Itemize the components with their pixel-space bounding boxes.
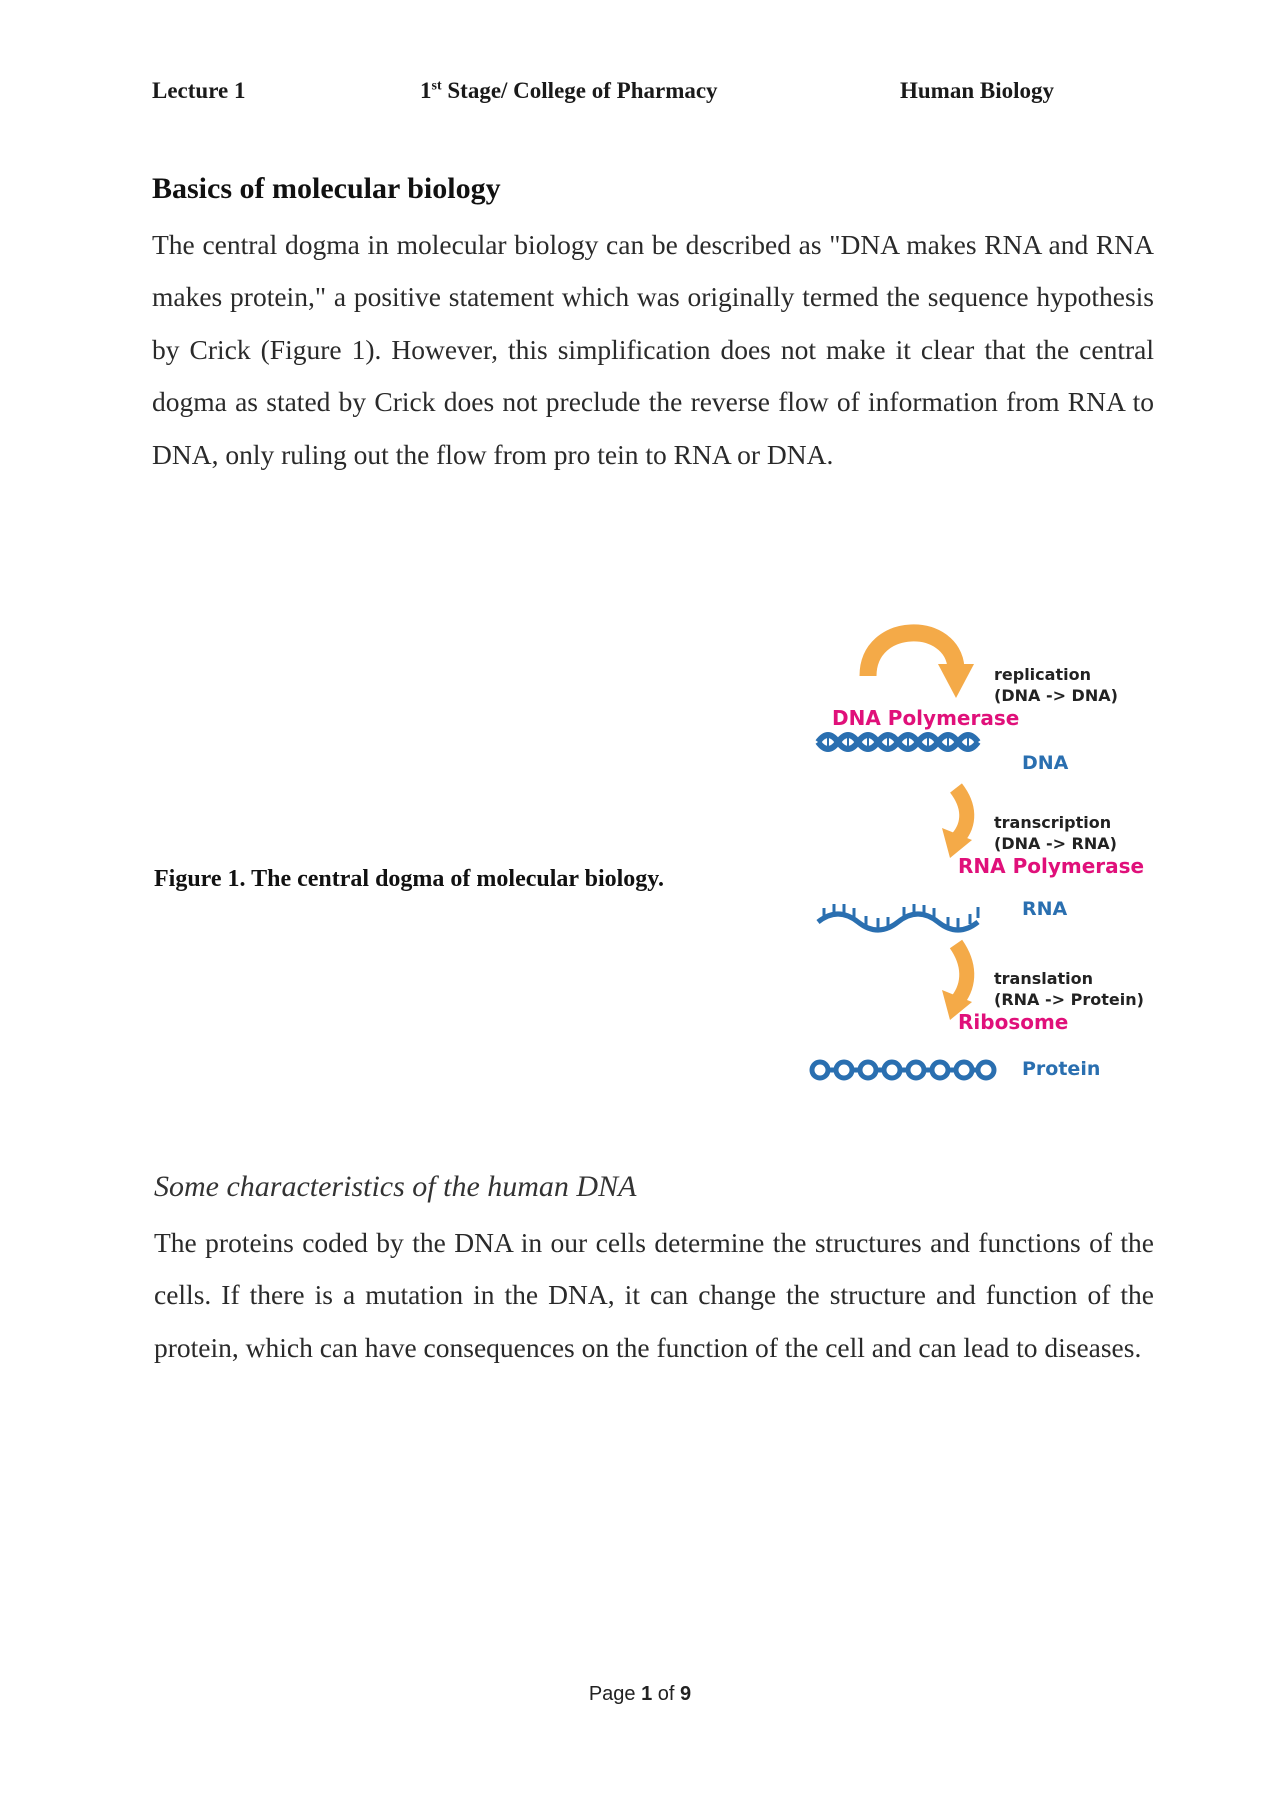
footer-prefix: Page [588,1683,642,1705]
transcription-subtitle: (DNA -> RNA) [994,834,1117,853]
replication-title: replication [994,665,1091,684]
rna-polymerase-label: RNA Polymerase [958,854,1145,878]
header-stage [420,78,718,104]
transcription-title: transcription [994,813,1112,832]
dna-helix-icon [818,735,978,749]
translation-arrow-icon [942,944,972,1020]
dna-polymerase-label: DNA Polymerase [832,706,1020,730]
page-header [152,78,1072,108]
replication-arrow-icon [868,633,974,698]
dna-label: DNA [1022,752,1069,774]
paragraph-central-dogma: The central dogma in molecular biology can be described as "DNA makes RNA and RNA makes protein," a positive statement which was originally termed the sequence hypothesis by Crick (Figure 1). However, this simplification does not make it clear that the central dogma as stated by Crick does not preclude the reverse flow of information from RNA to DNA, only ruling out the flow from pro tein to RNA or DNA. [152,229,1154,470]
protein-label: Protein [1022,1058,1101,1080]
ribosome-label: Ribosome [958,1010,1069,1034]
section-title: Basics of molecular biology [152,172,501,205]
transcription-step-label [994,812,1117,854]
header-stage-number: 1 [420,78,432,103]
translation-subtitle: (RNA -> Protein) [994,990,1144,1009]
header-course: Human Biology [900,78,1055,103]
rna-strand-icon [818,904,978,930]
translation-step-label [994,968,1144,1010]
central-dogma-figure [808,628,1148,1088]
footer-total-pages: 9 [680,1683,692,1705]
transcription-arrow-icon [942,788,972,858]
rna-label: RNA [1022,898,1068,920]
subheading-human-dna: Some characteristics of the human DNA [154,1170,637,1203]
header-stage-ordinal: st [431,78,442,94]
footer-middle: of [652,1683,681,1705]
paragraph-human-dna: The proteins coded by the DNA in our cells determine the structures and functions of the cells. If there is a mutation in the DNA, it can change the structure and function of the protein, which can have consequences on the function of the cell and can lead to diseases. [154,1227,1154,1363]
replication-step-label [994,664,1118,706]
replication-subtitle: (DNA -> DNA) [994,686,1118,705]
header-stage-college: Stage/ College of Pharmacy [441,78,718,103]
header-lecture: Lecture 1 [152,78,246,103]
protein-chain-icon [812,1062,994,1078]
page-footer [0,1683,1280,1706]
figure-caption: Figure 1. The central dogma of molecular biology. [154,866,664,892]
translation-title: translation [994,969,1094,988]
footer-current-page: 1 [641,1683,653,1705]
